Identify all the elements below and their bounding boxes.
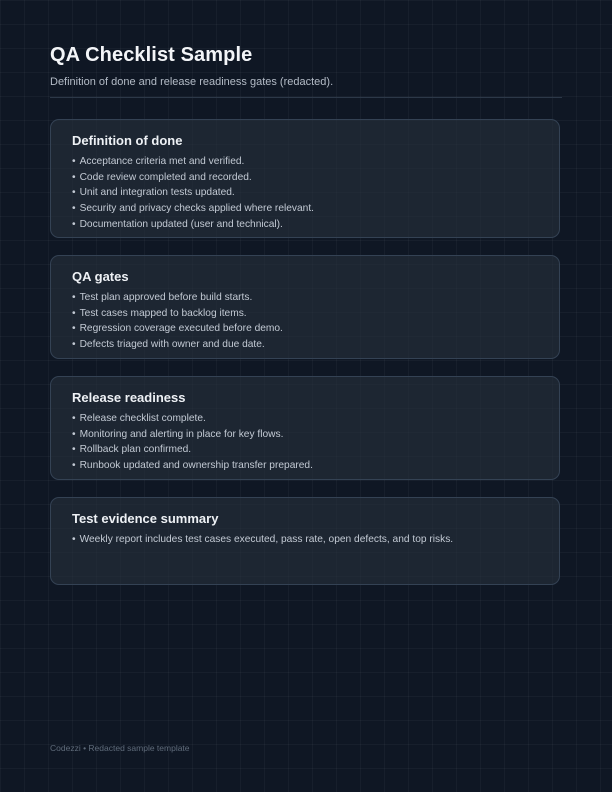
section-test-evidence-summary	[50, 497, 560, 585]
checklist-item: • Test cases mapped to backlog items.	[72, 306, 283, 322]
header-divider	[50, 97, 562, 98]
checklist-item: • Rollback plan confirmed.	[72, 442, 313, 458]
page-footer: Codezzi • Redacted sample template	[50, 743, 190, 753]
section-title: QA gates	[72, 269, 129, 284]
checklist	[72, 411, 313, 474]
page-subtitle: Definition of done and release readiness gates (redacted).	[50, 76, 334, 88]
section-definition-of-done	[50, 119, 560, 238]
checklist-item: • Documentation updated (user and technical).	[72, 217, 314, 233]
section-title: Definition of done	[72, 133, 183, 148]
checklist-item: • Code review completed and recorded.	[72, 170, 314, 186]
checklist	[72, 154, 314, 233]
section-release-readiness	[50, 376, 560, 480]
checklist-item: • Security and privacy checks applied where relevant.	[72, 201, 314, 217]
checklist-item: • Weekly report includes test cases executed, pass rate, open defects, and top risks.	[72, 532, 453, 548]
checklist	[72, 290, 283, 353]
checklist-item: • Runbook updated and ownership transfer prepared.	[72, 458, 313, 474]
checklist-item: • Acceptance criteria met and verified.	[72, 154, 314, 170]
checklist	[72, 532, 453, 548]
section-qa-gates	[50, 255, 560, 359]
checklist-item: • Regression coverage executed before demo.	[72, 321, 283, 337]
page-title: QA Checklist Sample	[50, 44, 253, 66]
checklist-item: • Release checklist complete.	[72, 411, 313, 427]
section-title: Release readiness	[72, 390, 186, 405]
section-title: Test evidence summary	[72, 511, 219, 526]
checklist-item: • Defects triaged with owner and due date.	[72, 337, 283, 353]
checklist-item: • Monitoring and alerting in place for key flows.	[72, 427, 313, 443]
checklist-item: • Test plan approved before build starts.	[72, 290, 283, 306]
checklist-item: • Unit and integration tests updated.	[72, 185, 314, 201]
